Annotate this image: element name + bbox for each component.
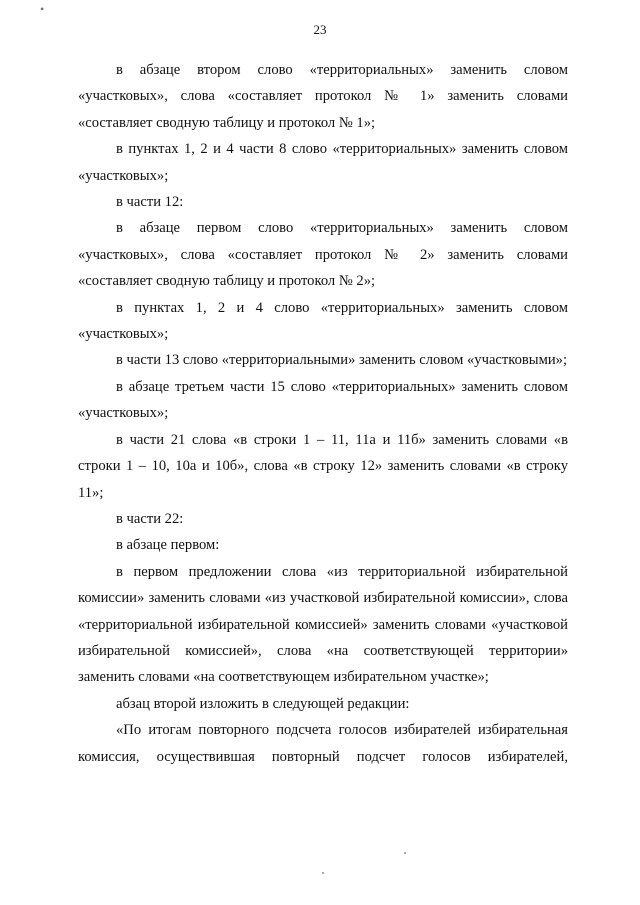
- paragraph-3: в части 12:: [116, 194, 184, 211]
- paragraph-12: абзац второй изложить в следующей редакции:: [116, 695, 410, 712]
- paragraph-4: в абзаце первом слово «территориальных» заменить словом «участковых», слова «составляет протокол № 2» заменить словами «составляет сводную таблицу и протокол № 2»;: [78, 220, 568, 290]
- paragraph-8: в части 21 слова «в строки 1 – 11, 11а и 11б» заменить словами «в строки 1 – 10, 10а и 10б», слова «в строку 12» заменить словами «в строку 11»;: [78, 431, 568, 501]
- paragraph-10: в абзаце первом:: [116, 537, 220, 554]
- paragraph-5: в пунктах 1, 2 и 4 слово «территориальных» заменить словом «участковых»;: [78, 299, 568, 343]
- paragraph-9: в части 22:: [116, 510, 184, 527]
- scan-speck: [322, 872, 324, 874]
- paragraph-11: в первом предложении слова «из территориальной избирательной комиссии» заменить словами «из участковой избирательной комиссии», слова «территориальной избирательной комиссией» заменить словами «участковой избирательной комиссией», слова «на соответствующей территории» заменить словами «на соответствующем избирательном участке»;: [78, 563, 568, 686]
- paragraph-2: в пунктах 1, 2 и 4 части 8 слово «территориальных» заменить словом «участковых»;: [78, 141, 568, 184]
- paragraph-7: в абзаце третьем части 15 слово «территориальных» заменить словом «участковых»;: [78, 378, 568, 422]
- paragraph-6: в части 13 слово «территориальными» заменить словом «участковыми»;: [116, 352, 568, 369]
- scan-edge-mark: •: [40, 2, 45, 16]
- page-number: 23: [313, 22, 327, 37]
- scan-speck: [404, 852, 406, 854]
- paragraph-13: «По итогам повторного подсчета голосов избирателей избирательная комиссия, осуществившая повторный подсчет голосов избирателей,: [78, 722, 568, 765]
- document-body: [78, 57, 568, 770]
- paragraph-1: в абзаце втором слово «территориальных» заменить словом «участковых», слова «составляет протокол № 1» заменить словами «составляет сводную таблицу и протокол № 1»;: [78, 62, 568, 131]
